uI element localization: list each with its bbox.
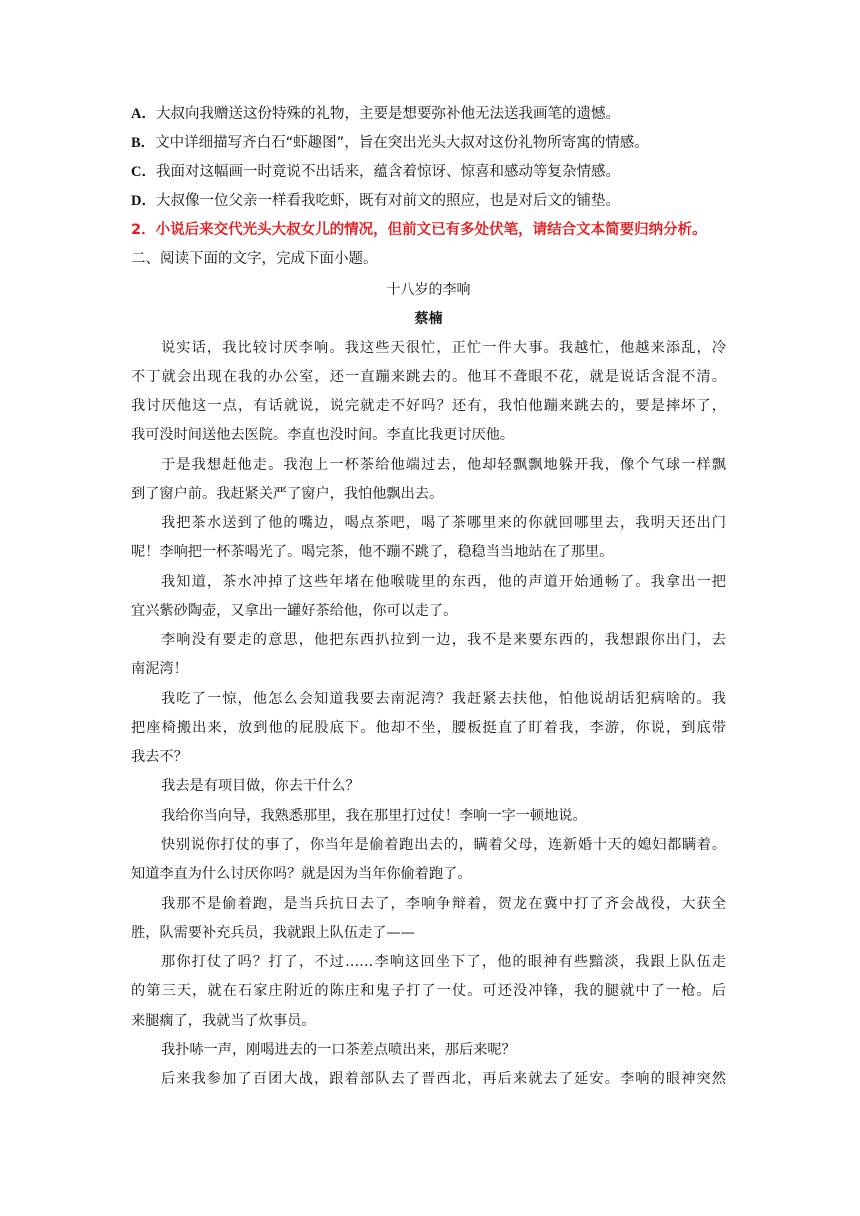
text-line: 不丁就会出现在我的办公室，还一直蹦来跳去的。他耳不聋眼不花，就是说话含混不清。: [131, 369, 726, 385]
text-line: 那你打仗了吗？打了，不过……李响这回坐下了，他的眼神有些黯淡，我跟上队伍走: [161, 954, 726, 970]
text-line: 快别说你打仗的事了，你当年是偷着跑出去的，瞒着父母，连新婚十天的媳妇都瞒着。: [161, 837, 726, 853]
text-line: 呢！李响把一杯茶喝光了。喝完茶，他不蹦不跳了，稳稳当当地站在了那里。: [131, 544, 614, 560]
text-line: 把座椅搬出来，放到他的屁股底下。他却不坐，腰板挺直了盯着我，李游，你说，到底带: [131, 720, 726, 736]
option-b: [131, 133, 751, 153]
option-c-text: 我面对这幅画一时竟说不出话来，蕴含着惊讶、惊喜和感动等复杂情感。: [155, 164, 620, 180]
text-line: 我知道，茶水冲掉了这些年堵在他喉咙里的东西，他的声道开始通畅了。我拿出一把: [161, 574, 726, 590]
text-line: 胜，队需要补充兵员，我就跟上队伍走了——: [131, 925, 415, 941]
text-line: 我讨厌他这一点，有话就说，说完就走不好吗？还有，我怕他蹦来跳去的，要是摔坏了，: [131, 398, 726, 414]
story-title: 十八岁的李响: [386, 282, 471, 298]
text-line: 于是我想赶他走。我泡上一杯茶给他端过去，他却轻飘飘地躲开我，像个气球一样飘: [161, 457, 726, 473]
option-c: [131, 162, 751, 182]
text-line: 我扑哧一声，刚喝进去的一口茶差点喷出来，那后来呢？: [161, 1042, 516, 1058]
text-line: 宜兴紫砂陶壶，又拿出一罐好茶给他，你可以走了。: [131, 603, 458, 619]
option-c-letter: C．: [131, 164, 156, 180]
text-line: 李响没有要走的意思，他把东西扒拉到一边，我不是来要东西的，我想跟你出门，去: [161, 632, 726, 648]
text-line: 知道李直为什么讨厌你吗？就是因为当年你偷着跑了。: [131, 866, 472, 882]
option-a: [131, 104, 751, 124]
story-author: 蔡楠: [414, 311, 443, 327]
text-line: 后来我参加了百团大战，跟着部队去了晋西北，再后来就去了延安。李响的眼神突然: [161, 1071, 726, 1087]
option-b-letter: B．: [131, 135, 156, 151]
option-b-text: 文中详细描写齐白石“虾趣图”，旨在突出光头大叔对这份礼物所寄寓的情感。: [155, 135, 649, 151]
option-a-letter: A．: [131, 106, 156, 122]
text-line: 南泥湾！: [131, 661, 188, 677]
text-line: 我可没时间送他去医院。李直也没时间。李直比我更讨厌他。: [131, 427, 515, 443]
text-line: 我给你当向导，我熟悉那里，我在那里打过仗！李响一字一顿地说。: [161, 808, 587, 824]
text-line: 说实话，我比较讨厌李响。我这些天很忙，正忙一件大事。我越忙，他越来添乱，冷: [161, 340, 726, 356]
text-line: 我去不？: [131, 749, 188, 765]
text-line: 的第三天，就在石家庄附近的陈庄和鬼子打了一仗。可还没冲锋，我的腿就中了一枪。后: [131, 983, 726, 999]
question-2: 2．小说后来交代光头大叔女儿的情况，但前文已有多处伏笔，请结合文本简要归纳分析。: [131, 222, 707, 238]
section-two-heading: 二、阅读下面的文字，完成下面小题。: [131, 251, 378, 267]
option-d-text: 大叔像一位父亲一样看我吃虾，既有对前文的照应，也是对后文的铺垫。: [155, 193, 620, 209]
text-line: 我吃了一惊，他怎么会知道我要去南泥湾？我赶紧去扶他，怕他说胡话犯病啥的。我: [161, 691, 726, 707]
text-line: 来腿瘸了，我就当了炊事员。: [131, 1013, 316, 1029]
option-d-letter: D．: [131, 193, 156, 209]
text-line: 到了窗户前。我赶紧关严了窗户，我怕他飘出去。: [131, 486, 444, 502]
text-line: 我把茶水送到了他的嘴边，喝点茶吧，喝了茶哪里来的你就回哪里去，我明天还出门: [161, 515, 726, 531]
option-d: [131, 191, 751, 211]
text-line: 我去是有项目做，你去干什么？: [161, 778, 360, 794]
text-line: 我那不是偷着跑，是当兵抗日去了，李响争辩着，贺龙在冀中打了齐会战役，大获全: [161, 896, 726, 912]
option-a-text: 大叔向我赠送这份特殊的礼物，主要是想要弥补他无法送我画笔的遗憾。: [155, 106, 620, 122]
